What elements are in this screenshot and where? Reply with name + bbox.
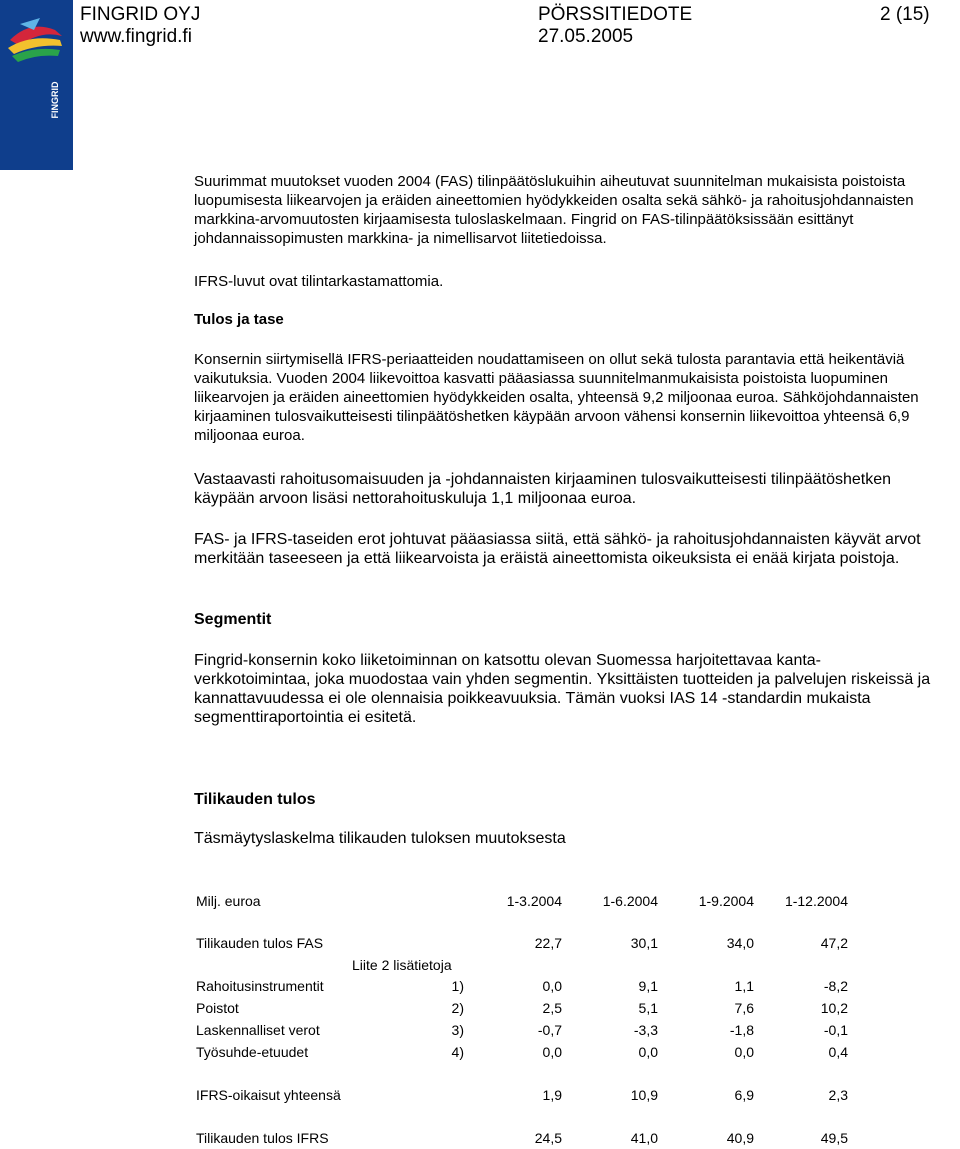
- website-link[interactable]: www.fingrid.fi: [80, 26, 192, 47]
- table-header-fy: 1-12.2004: [784, 893, 848, 909]
- paragraph-financial-items: Vastaavasti rahoitusomaisuuden ja -johdannaisten kirjaaminen tulosvaikutteisesti tilinpäätöshetken käypään arvoon lisäsi nettorahoituskuluja 1,1 miljoonaa euroa.: [194, 471, 891, 507]
- table-row-label: Tilikauden tulos IFRS: [196, 1130, 329, 1146]
- table-header-q3: 1-9.2004: [698, 893, 754, 909]
- company-name: FINGRID OYJ: [80, 4, 201, 25]
- table-cell: 6,9: [734, 1087, 754, 1103]
- table-header-h1: 1-6.2004: [602, 893, 658, 909]
- table-cell: -3,3: [633, 1022, 658, 1038]
- table-header-q1: 1-3.2004: [506, 893, 562, 909]
- table-cell: 41,0: [630, 1130, 658, 1146]
- table-cell: 49,5: [820, 1130, 848, 1146]
- heading-tilikauden-tulos: Tilikauden tulos: [194, 791, 316, 808]
- paragraph-balance-differences: FAS- ja IFRS-taseiden erot johtuvat pääasiassa siitä, että sähkö- ja rahoitusjohdannaisten käyvät arvot merkitään taseeseen ja että liikearvoista ja eräistä aineettomista oikeuksista ei enää kirjata poistoja.: [194, 531, 921, 567]
- paragraph-fas-changes: Suurimmat muutokset vuoden 2004 (FAS) tilinpäätöslukuihin aiheutuvat suunnitelman mukaisista poistoista luopumisesta liikearvojen ja eräiden aineettomien hyödykkeiden osalta sekä sähkö- ja rahoitusjohdannaisten markkina-arvomuutosten kirjaamisesta tuloslaskelmaan. Fingrid on FAS-tilinpäätöksissään esittänyt johdannaissopimusten markkina- ja nimellisarvot liitetiedoissa.: [194, 173, 914, 247]
- table-note: 1): [451, 978, 464, 994]
- table-row-label: IFRS-oikaisut yhteensä: [196, 1087, 341, 1103]
- table-note-header: Liite 2 lisätietoja: [352, 957, 452, 973]
- table-cell: 0,0: [638, 1044, 658, 1060]
- document-date: 27.05.2005: [538, 26, 634, 47]
- heading-segmentit: Segmentit: [194, 611, 272, 628]
- table-cell: -1,8: [729, 1022, 754, 1038]
- table-cell: -8,2: [823, 978, 848, 994]
- paragraph-result-effects: Konsernin siirtymisellä IFRS-periaatteiden noudattamiseen on ollut sekä tulosta parantavia että heikentäviä vaikutuksia. Vuoden 2004 liikevoittoa kasvatti pääasiassa suunnitelmanmukaisista poistoista luopuminen liikearvojen ja eräiden aineettomien hyödykkeiden osalta, yhteensä 9,2 miljoonaa euroa. Sähköjohdannaisten kirjaaminen tulosvaikutteisesti tilinpäätöshetken käypään arvoon vähensi konsernin liikevoittoa yhteensä 6,9 miljoonaa euroa.: [194, 351, 919, 444]
- table-cell: 10,2: [820, 1000, 848, 1016]
- page-number: 2 (15): [880, 4, 930, 25]
- table-cell: 1,1: [734, 978, 754, 994]
- table-cell: 34,0: [726, 935, 754, 951]
- table-cell: 0,0: [542, 1044, 562, 1060]
- reconciliation-title: Täsmäytyslaskelma tilikauden tuloksen muutoksesta: [194, 830, 566, 847]
- table-cell: 40,9: [726, 1130, 754, 1146]
- table-row-label: Rahoitusinstrumentit: [196, 978, 324, 994]
- table-cell: 5,1: [638, 1000, 658, 1016]
- table-row-label: Poistot: [196, 1000, 239, 1016]
- table-note: 3): [451, 1022, 464, 1038]
- table-cell: 1,9: [542, 1087, 562, 1103]
- heading-tulos-ja-tase: Tulos ja tase: [194, 311, 284, 328]
- table-row-label: Työsuhde-etuudet: [196, 1044, 309, 1060]
- table-cell: 24,5: [534, 1130, 562, 1146]
- table-cell: 22,7: [534, 935, 562, 951]
- paragraph-segments: Fingrid-konsernin koko liiketoiminnan on katsottu olevan Suomessa harjoitettavaa kanta-verkkotoimintaa, joka muodostaa vain yhden segmentin. Yksittäisten tuotteiden ja palvelujen riskeissä ja kannattavuudessa ei ole olennaisia poikkeavuuksia. Tämän vuoksi IAS 14 -standardin mukaista segmenttiraportointia ei esitetä.: [194, 652, 931, 726]
- table-cell: 0,0: [734, 1044, 754, 1060]
- table-header-unit: Milj. euroa: [196, 893, 261, 909]
- table-cell: -0,1: [823, 1022, 848, 1038]
- table-cell: 2,3: [828, 1087, 848, 1103]
- logo-wordmark: FINGRID: [50, 81, 60, 119]
- table-cell: 10,9: [630, 1087, 658, 1103]
- table-cell: 9,1: [638, 978, 658, 994]
- document-type: PÖRSSITIEDOTE: [538, 4, 693, 25]
- table-row-label: Laskennalliset verot: [196, 1022, 320, 1038]
- table-cell: 7,6: [734, 1000, 754, 1016]
- table-note: 4): [451, 1044, 464, 1060]
- table-cell: 2,5: [542, 1000, 562, 1016]
- paragraph-unaudited: IFRS-luvut ovat tilintarkastamattomia.: [194, 273, 444, 290]
- table-row-label: Tilikauden tulos FAS: [196, 935, 324, 951]
- table-cell: 0,0: [542, 978, 562, 994]
- table-cell: 0,4: [828, 1044, 848, 1060]
- table-note: 2): [451, 1000, 464, 1016]
- table-cell: -0,7: [537, 1022, 562, 1038]
- table-cell: 30,1: [630, 935, 658, 951]
- table-cell: 47,2: [820, 935, 848, 951]
